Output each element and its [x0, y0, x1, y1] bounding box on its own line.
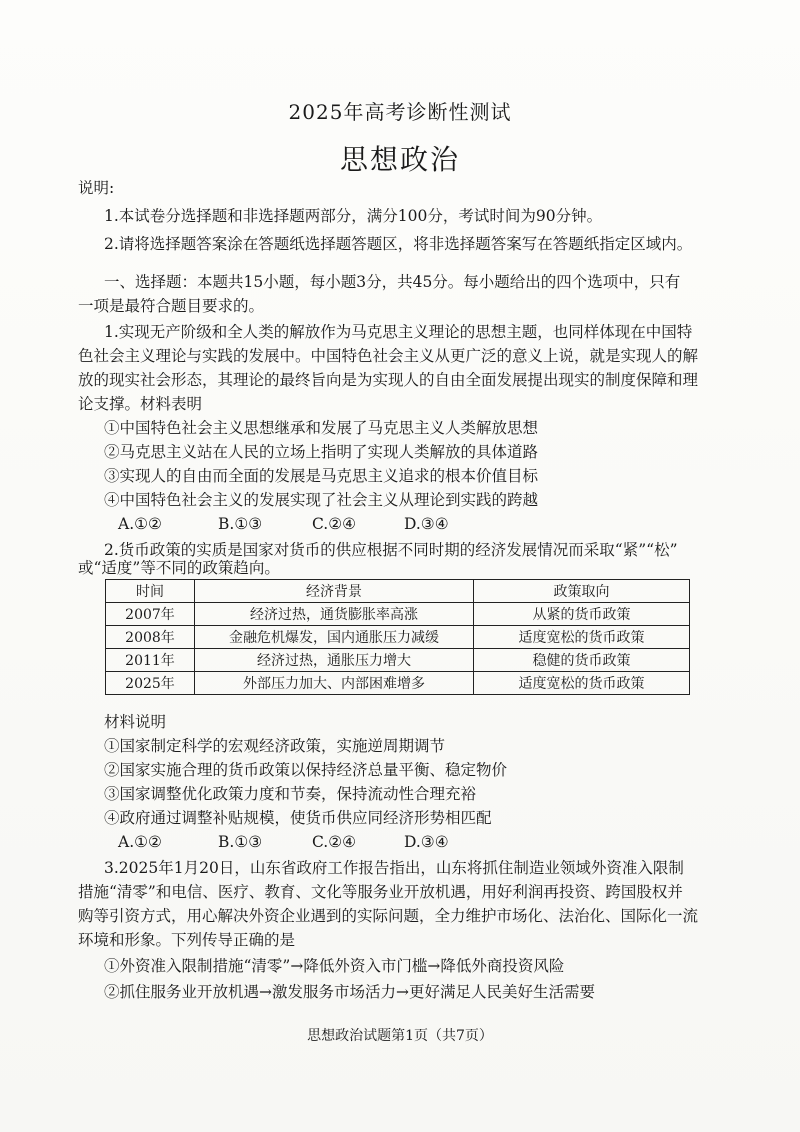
table-cell: 2011年	[106, 649, 195, 672]
policy-table	[105, 579, 690, 695]
table-cell: 经济过热，通胀压力增大	[195, 649, 474, 672]
table-cell: 适度宽松的货币政策	[474, 672, 690, 695]
table-row	[106, 672, 690, 695]
question-2-option: ③国家调整优化政策力度和节奏，保持流动性合理充裕	[104, 785, 477, 803]
question-1-option: ③实现人的自由而全面的发展是马克思主义追求的根本价值目标	[104, 467, 539, 485]
table-cell: 外部压力加大、内部困难增多	[195, 672, 474, 695]
subject-title: 思想政治	[339, 143, 460, 176]
question-2-option: ①国家制定科学的宏观经济政策，实施逆周期调节	[104, 737, 446, 755]
instructions-label: 说明:	[78, 179, 115, 197]
instruction-item: 2.请将选择题答案涂在答题纸选择题答题区，将非选择题答案写在答题纸指定区域内。	[104, 235, 693, 253]
question-1-choice-c: C.②④	[312, 515, 357, 533]
table-header-row	[106, 580, 690, 603]
question-2-line: 2.货币政策的实质是国家对货币的供应根据不同时期的经济发展情况而采取“紧”“松”	[104, 541, 678, 559]
section-heading: 一项是最符合题目要求的。	[78, 297, 265, 315]
question-2-option: ④政府通过调整补贴规模，使货币供应同经济形势相匹配	[104, 809, 492, 827]
question-2-choice-c: C.②④	[312, 833, 357, 851]
table-cell: 适度宽松的货币政策	[474, 626, 690, 649]
table-cell: 2025年	[106, 672, 195, 695]
question-2-choice-d: D.③④	[404, 833, 449, 851]
table-header: 政策取向	[474, 580, 690, 603]
question-1-choice-d: D.③④	[404, 515, 449, 533]
question-2-choice-a: A.①②	[118, 833, 162, 851]
question-1-option: ②马克思主义站在人民的立场上指明了实现人类解放的具体道路	[104, 443, 539, 461]
question-1-option: ①中国特色社会主义思想继承和发展了马克思主义人类解放思想	[104, 419, 539, 437]
question-3-option: ①外资准入限制措施“清零”→降低外资入市门槛→降低外商投资风险	[104, 957, 565, 975]
question-1-choice-b: B.①③	[218, 515, 263, 533]
question-3-line: 环境和形象。下列传导正确的是	[78, 931, 296, 949]
table-header: 时间	[106, 580, 195, 603]
question-1-line: 论支撑。材料表明	[78, 395, 203, 413]
question-1-choice-a: A.①②	[118, 515, 162, 533]
question-2-line: 或“适度”等不同的政策趋向。	[78, 559, 280, 577]
question-2-choice-b: B.①③	[218, 833, 263, 851]
table-cell: 经济过热，通货膨胀率高涨	[195, 603, 474, 626]
table-cell: 金融危机爆发，国内通胀压力减缓	[195, 626, 474, 649]
instruction-item: 1.本试卷分选择题和非选择题两部分，满分100分，考试时间为90分钟。	[104, 207, 603, 225]
table-cell: 2007年	[106, 603, 195, 626]
question-1-line: 色社会主义理论与实践的发展中。中国特色社会主义从更广泛的意义上说，就是实现人的解	[78, 347, 699, 365]
question-2-option: ②国家实施合理的货币政策以保持经济总量平衡、稳定物价	[104, 761, 508, 779]
table-row	[106, 626, 690, 649]
table-row	[106, 603, 690, 626]
table-cell: 2008年	[106, 626, 195, 649]
question-3-line: 措施“清零”和电信、医疗、教育、文化等服务业开放机遇，用好利润再投资、跨国股权并	[78, 883, 683, 901]
table-cell: 从紧的货币政策	[474, 603, 690, 626]
question-1-option: ④中国特色社会主义的发展实现了社会主义从理论到实践的跨越	[104, 491, 539, 509]
table-cell: 稳健的货币政策	[474, 649, 690, 672]
table-header: 经济背景	[195, 580, 474, 603]
question-3-line: 3.2025年1月20日，山东省政府工作报告指出，山东将抓住制造业领域外资准入限制	[104, 859, 684, 877]
question-1-line: 放的现实社会形态，其理论的最终旨向是为实现人的自由全面发展提出现实的制度保障和理	[78, 371, 699, 389]
page-footer: 思想政治试题第1页（共7页）	[307, 1028, 493, 1044]
table-row	[106, 649, 690, 672]
question-3-option: ②抓住服务业开放机遇→激发服务市场活力→更好满足人民美好生活需要	[104, 983, 595, 1001]
question-3-line: 购等引资方式，用心解决外资企业遇到的实际问题，全力维护市场化、法治化、国际化一流	[78, 907, 699, 925]
question-2-stem: 材料说明	[104, 713, 167, 731]
question-1-line: 1.实现无产阶级和全人类的解放作为马克思主义理论的思想主题，也同样体现在中国特	[104, 323, 693, 341]
section-heading: 一、选择题：本题共15小题，每小题3分，共45分。每小题给出的四个选项中，只有	[104, 273, 681, 291]
exam-title: 2025年高考诊断性测试	[288, 100, 512, 124]
